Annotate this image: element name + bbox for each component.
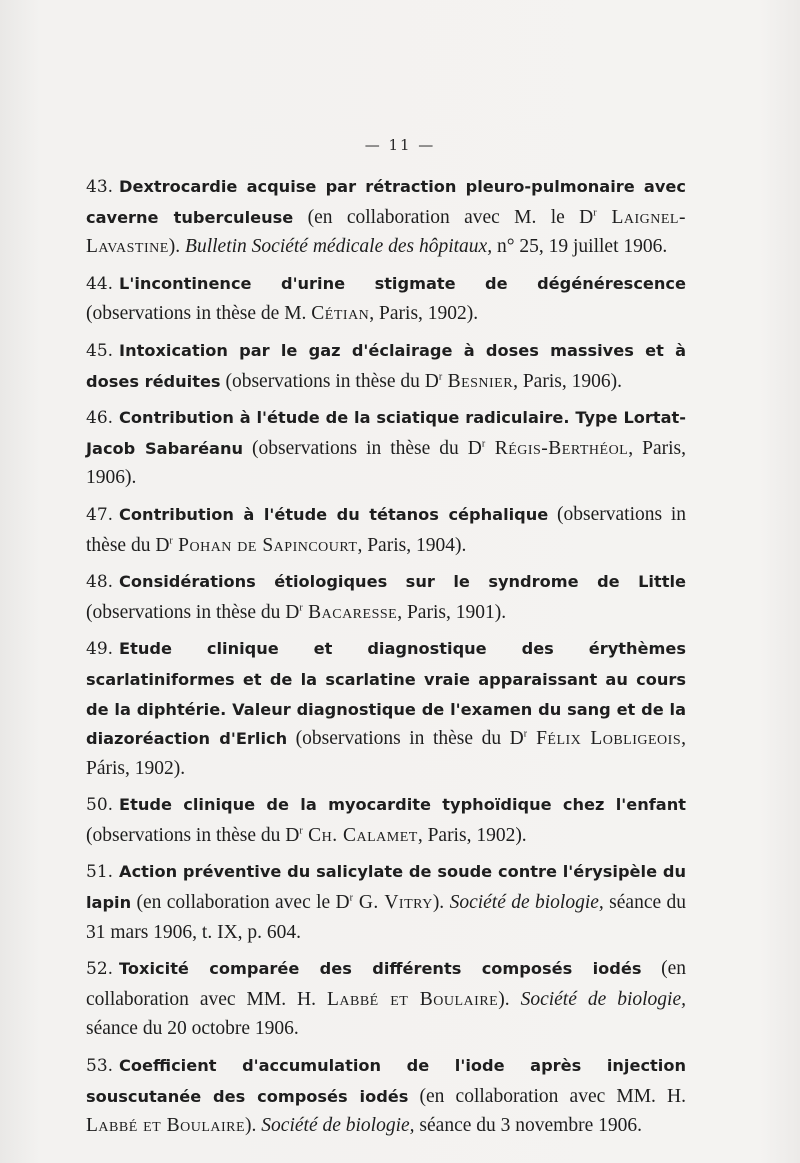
entry-author: G. Vitry <box>352 892 433 914</box>
entry-sup: r <box>593 207 597 219</box>
entry-note: (en collaboration avec le D <box>131 892 350 914</box>
entry-title: L'incontinence d'urine stigmate de dégénérescence <box>119 273 686 293</box>
entry-title: Toxicité comparée des différents composés iodés <box>119 959 642 979</box>
entry-note: (observations in thèse du D <box>86 824 300 846</box>
entry-journal: Société de biologie, <box>520 988 686 1010</box>
entry-tail: séance du 20 octobre 1906. <box>86 1018 299 1040</box>
entry-post: , Páris, 1902). <box>86 728 686 779</box>
entry-journal: Société de biologie, <box>261 1115 415 1137</box>
entry-52 <box>86 954 686 1044</box>
entry-title: Contribution à l'étude de la sciatique radiculaire. Type Lortat-Jacob Sabaréanu <box>86 408 686 458</box>
entry-47 <box>86 500 686 560</box>
entry-note: (observations in thèse de M. <box>86 303 312 325</box>
entry-number: 53. <box>86 1056 114 1077</box>
entry-note: (en collaboration avec MM. H. <box>408 1085 686 1107</box>
entry-tail: séance du 3 novembre 1906. <box>414 1115 642 1137</box>
entry-number: 46. <box>86 408 114 429</box>
entry-title: Intoxication par le gaz d'éclairage à doses massives et à doses réduites <box>86 340 686 391</box>
entry-title: Etude clinique de la myocardite typhoïdique chez l'enfant <box>119 795 686 815</box>
entry-journal: Société de biologie, <box>449 892 604 914</box>
entry-post: ). <box>245 1115 262 1137</box>
entry-number: 50. <box>86 795 114 816</box>
entry-author: Laignel-Lavastine <box>86 206 686 258</box>
entry-title: Dextrocardie acquise par rétraction pleuro-pulmonaire avec caverne tuberculeuse <box>86 177 686 227</box>
entry-53 <box>86 1051 686 1141</box>
entry-note: (observations in thèse du D <box>287 728 524 750</box>
entry-sup: r <box>299 825 303 837</box>
entry-post: , Paris, 1901). <box>397 601 507 623</box>
entry-author: Régis-Berthéol <box>485 437 629 459</box>
entry-sup: r <box>299 602 303 614</box>
entry-51 <box>86 857 686 947</box>
entry-title: Coefficient d'accumulation de l'iode après injection souscutanée des composés iodés <box>86 1056 686 1106</box>
entry-post: ). <box>498 988 521 1010</box>
entry-note: (observations in thèse du D <box>86 503 686 556</box>
entry-tail: séance du 31 mars 1906, t. IX, p. 604. <box>86 892 686 943</box>
entry-post: ). <box>432 892 450 914</box>
entry-number: 48. <box>86 572 114 593</box>
entry-number: 49. <box>86 639 114 660</box>
entry-author: Labbé et Boulaire <box>326 988 499 1010</box>
entry-title: Contribution à l'étude du tétanos céphalique <box>119 504 549 524</box>
entry-44 <box>86 269 686 329</box>
entry-author: Besnier <box>442 370 514 392</box>
entry-author: Pohan de Sapincourt <box>172 534 358 556</box>
entry-journal: Bulletin Société médicale des hôpitaux, <box>185 236 493 258</box>
entry-author: Ch. Calamet <box>302 824 418 846</box>
entry-note: (observations in thèse du D <box>220 370 439 392</box>
entry-number: 52. <box>86 959 114 980</box>
entry-post: , Paris, 1906). <box>86 437 686 489</box>
entry-author: Labbé et Boulaire <box>86 1115 246 1137</box>
entry-43 <box>86 172 686 262</box>
entry-45 <box>86 336 686 396</box>
entry-sup: r <box>481 438 486 450</box>
entry-number: 47. <box>86 504 114 525</box>
entry-author: Cétian <box>311 303 370 325</box>
entry-sup: r <box>349 892 353 904</box>
entry-48 <box>86 567 686 627</box>
entry-sup: r <box>523 728 528 740</box>
entry-title: Etude clinique et diagnostique des érythèmes scarlatiniformes et de la scarlatine vraie apparaissant au cours de la diphtérie. Valeur diagnostique de l'examen du sang et de la diazoréaction d'Erlich <box>86 639 686 749</box>
entry-49 <box>86 634 686 783</box>
entry-tail: n° 25, 19 juillet 1906. <box>492 236 668 258</box>
entry-sup: r <box>438 371 443 383</box>
entry-author: Félix Lobligeois <box>527 728 682 750</box>
entry-post: , Paris, 1902). <box>417 824 527 846</box>
entry-title: Considérations étiologiques sur le syndrome de Little <box>119 572 686 592</box>
entry-post: ). <box>168 236 186 258</box>
entry-number: 44. <box>86 273 114 294</box>
entry-post: , Paris, 1902). <box>369 303 479 325</box>
entry-post: , Paris, 1906). <box>513 370 622 392</box>
entry-note: (observations in thèse du D <box>243 437 482 459</box>
entry-number: 43. <box>86 177 114 197</box>
entry-50 <box>86 790 686 850</box>
entry-post: , Paris, 1904). <box>357 534 467 556</box>
entry-46 <box>86 403 686 493</box>
entry-note: (en collaboration avec M. le D <box>293 206 594 228</box>
bibliography-list <box>86 172 686 1148</box>
entry-number: 51. <box>86 862 114 883</box>
entry-title: Action préventive du salicylate de soude contre l'érysipèle du lapin <box>86 862 686 913</box>
entry-sup: r <box>169 535 173 547</box>
entry-number: 45. <box>86 340 114 361</box>
page-number: — 11 — <box>364 136 436 154</box>
entry-note: (en collaboration avec MM. H. <box>86 958 686 1010</box>
entry-note: (observations in thèse du D <box>86 601 300 623</box>
entry-author: Bacaresse <box>302 601 398 623</box>
